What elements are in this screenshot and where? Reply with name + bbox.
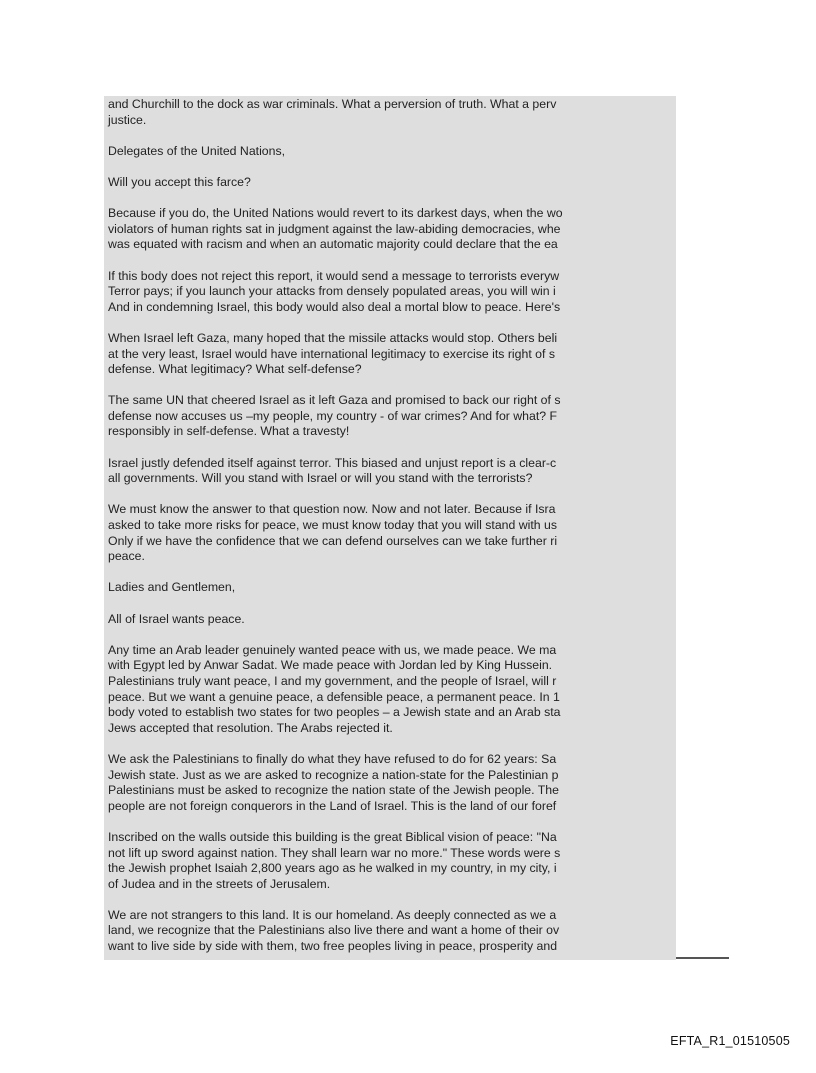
text-line: want to live side by side with them, two free peoples living in peace, prosperity and (108, 939, 558, 954)
text-line: Because if you do, the United Nations would revert to its darkest days, when the wo (108, 206, 563, 221)
text-line: and Churchill to the dock as war criminals. What a perversion of truth. What a perv (108, 97, 557, 111)
text-line: peace. But we want a genuine peace, a defensible peace, a permanent peace. In 1 (108, 689, 560, 704)
text-line: defense now accuses us –my people, my country - of war crimes? And for what? F (108, 408, 558, 423)
text-line: We must know the answer to that question now. Now and not later. Because if Isra (108, 502, 556, 517)
text-line: And in condemning Israel, this body would also deal a mortal blow to peace. Here's (108, 299, 561, 314)
text-line: of Judea and in the streets of Jerusalem. (108, 876, 331, 891)
text-line: We are not strangers to this land. It is our homeland. As deeply connected as we a (108, 907, 557, 922)
paragraph (108, 175, 676, 191)
text-line: We ask the Palestinians to finally do what they have refused to do for 62 years: Sa (108, 751, 557, 766)
document-text (108, 97, 676, 960)
text-line: Only if we have the confidence that we can defend ourselves can we take further ri (108, 533, 558, 548)
text-line: was equated with racism and when an automatic majority could declare that the ea (108, 237, 558, 252)
text-line: Palestinians truly want peace, I and my government, and the people of Israel, will r (108, 673, 557, 688)
paragraph (108, 97, 676, 128)
text-line: Will you accept this farce? (108, 174, 251, 189)
text-line: Palestinians must be asked to recognize the nation state of the Jewish people. The (108, 783, 559, 798)
text-line: responsibly in self-defense. What a travesty! (108, 424, 350, 439)
paragraph (108, 612, 676, 628)
text-line: with Egypt led by Anwar Sadat. We made peace with Jordan led by King Hussein. (108, 658, 553, 673)
document-id: EFTA_R1_01510505 (670, 1034, 790, 1048)
text-line: The same UN that cheered Israel as it left Gaza and promised to back our right of s (108, 393, 561, 408)
paragraph (108, 269, 676, 316)
paragraph (108, 643, 676, 737)
text-line: Israel justly defended itself against terror. This biased and unjust report is a clear-c (108, 455, 557, 470)
paragraph (108, 830, 676, 892)
text-line: All of Israel wants peace. (108, 611, 245, 626)
text-line: Inscribed on the walls outside this building is the great Biblical vision of peace: "Na (108, 829, 557, 844)
paragraph (108, 752, 676, 814)
text-line: not lift up sword against nation. They shall learn war no more." These words were s (108, 845, 561, 860)
text-line: Delegates of the United Nations, (108, 143, 286, 158)
document-page (104, 96, 676, 960)
paragraph (108, 502, 676, 564)
paragraph (108, 580, 676, 596)
paragraph (108, 331, 676, 378)
text-line: land, we recognize that the Palestinians also live there and want a home of their ov (108, 923, 560, 938)
margin-rule (676, 957, 729, 959)
paragraph (108, 456, 676, 487)
text-line: defense. What legitimacy? What self-defense? (108, 362, 362, 377)
text-line: Any time an Arab leader genuinely wanted peace with us, we made peace. We ma (108, 642, 557, 657)
paragraph (108, 393, 676, 440)
paragraph (108, 144, 676, 160)
text-line: Jews accepted that resolution. The Arabs rejected it. (108, 720, 393, 735)
text-line: the Jewish prophet Isaiah 2,800 years ago as he walked in my country, in my city, i (108, 861, 557, 876)
text-line: violators of human rights sat in judgment against the law-abiding democracies, whe (108, 221, 561, 236)
paragraph (108, 206, 676, 253)
text-line: body voted to establish two states for two peoples – a Jewish state and an Arab sta (108, 705, 561, 720)
text-line: at the very least, Israel would have international legitimacy to exercise its right of s (108, 346, 555, 361)
text-line: Jewish state. Just as we are asked to recognize a nation-state for the Palestinian p (108, 767, 559, 782)
paragraph (108, 908, 676, 955)
text-line: Ladies and Gentlemen, (108, 580, 236, 595)
text-line: asked to take more risks for peace, we must know today that you will stand with us (108, 518, 558, 533)
text-line: justice. (108, 112, 147, 127)
text-line: peace. (108, 549, 145, 564)
text-line: all governments. Will you stand with Israel or will you stand with the terrorists? (108, 471, 533, 486)
text-line: When Israel left Gaza, many hoped that the missile attacks would stop. Others beli (108, 330, 558, 345)
text-line: Terror pays; if you launch your attacks from densely populated areas, you will win i (108, 284, 556, 299)
text-line: If this body does not reject this report, it would send a message to terrorists everyw (108, 268, 560, 283)
text-line: people are not foreign conquerors in the Land of Israel. This is the land of our foref (108, 798, 557, 813)
